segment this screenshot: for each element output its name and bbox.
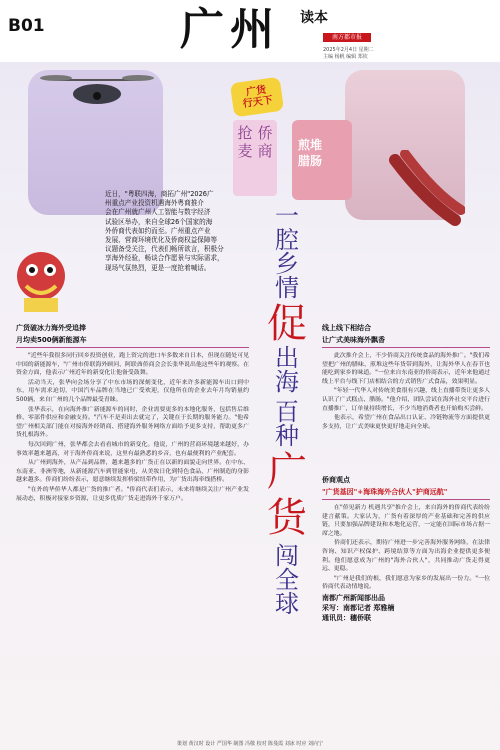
- snack-label-1: 煎堆: [298, 138, 323, 152]
- byline-photo: 通讯员：穗侨联: [322, 613, 371, 622]
- headline-char: 闯: [275, 542, 299, 570]
- headline-char: 全: [275, 566, 299, 594]
- page-code: B01: [8, 16, 45, 36]
- divider: [16, 347, 249, 348]
- paragraph: 此次推介会上，不少侨商关注传统食品的海外推广。"我们希望把广州的腊味、煎堆这些年货带到海外，让海外华人在春节也能吃到家乡的味道。"一位来自东南亚的侨商表示，近年来他通过线上平台与线下门店相结合的方式销售广式食品，效果明显。: [322, 353, 490, 385]
- intro-line: 发展、营商环境优化及侨商权益保障等: [105, 236, 218, 245]
- left-article: [16, 322, 249, 732]
- intro-line: 试验区举办，来自全球26个国家的海: [105, 217, 213, 226]
- intro-text: [105, 190, 245, 273]
- paragraph: 在"侨见新力 机遇共享"推介会上，来自海外的侨商代表纷纷建言献策。大家认为，广货有着深厚的产业基础和完善的供应链，只要加强品牌建设和本地化运营，一定能在国际市场占据一席之地。: [322, 505, 490, 537]
- left-heading-1: 广货破冰力海外受追捧: [16, 324, 86, 332]
- drone-illustration: [38, 66, 156, 112]
- lion-dance-illustration: [10, 246, 72, 316]
- paragraph: 他表示，希望广州在食品出口认证、冷链物流等方面提供更多支持，让广式美味更快更好地走向全球。: [322, 415, 490, 430]
- right-heading-2: 让广式美味海外飘香: [322, 336, 385, 344]
- byline-writers: 采写：南都记者 郑雅楠: [322, 603, 395, 612]
- date-line: 2025年2月4日 星期二: [323, 47, 374, 53]
- headline-char: 货: [267, 495, 307, 541]
- paragraph: "广州是我们的根，我们愿意为家乡的发展出一份力。"一位侨商代表动情地说。: [322, 575, 490, 591]
- page-footer: 策划 黄汉时 设计 严国华 制图 冯敬 校对 陈曼霞 刘冰 时应 刘向宁: [177, 741, 323, 747]
- headline-char: 乡: [275, 250, 299, 278]
- intro-line: 外侨商代表如约而至。广州重点产业: [105, 226, 211, 235]
- badge-line-1: 广货: [245, 84, 267, 99]
- headline-char: 种: [275, 422, 299, 450]
- right-article-2: [322, 474, 490, 732]
- right2-heading: "广货基因"+海珠海外合伙人"护商远航": [322, 488, 448, 496]
- sausage-illustration: [385, 150, 465, 230]
- paragraph: 侨商们还表示，期待广州进一步完善海外服务网络，在法律咨询、知识产权保护、跨境结算等方面为出海企业提供更多便利。他们愿意成为广州的"海外合伙人"，共同推动广货走得更远、更稳。: [322, 540, 490, 573]
- paragraph: "近些年我很多同行回乡投资创业，跑上资完的进口车多数来自日本，但现在随处可见中国的新能源车，"广州市侨联海外顾问、阿联酋侨商会会长张华说出他这些年的观察。在资金方面，他表示广州近年的新变化让他备受鼓舞。: [16, 353, 249, 377]
- left-heading-2: 月均卖500俩新能源车: [16, 336, 87, 344]
- headline-char: 腔: [275, 226, 299, 254]
- paragraph: "年轻一代华人对传统美食很有兴趣，线上直播带货让更多人认识了广式糕点、腊肠。"他介绍，团队尝试在海外社交平台进行直播推广，订单量持续增长，不少当地消费者也开始购买尝鲜。: [322, 388, 490, 412]
- paragraph: 活动当天，张华向会场分享了中东市场的深刻变化，近年来许多新能源车出口到中东，用车需求迫切，中国汽车品牌在当地已广受欢迎，仅他所在的企业去年月均销量约500辆，来自广州的几个品牌最受青睐。: [16, 379, 249, 403]
- brand-logo: 南方都市报: [323, 33, 371, 42]
- kicker-col-1: 侨商: [257, 124, 273, 160]
- kicker-box: [233, 120, 277, 196]
- guanghuo-badge: [230, 77, 284, 118]
- headline-char: 广: [267, 449, 307, 495]
- paragraph: 张华表示，在向海外推广新能源车的同时，企业需要更多的本地化服务，包括售后维修、零部件供应和金融支持。"汽车不是卖出去就完了，关键在于长期的服务能力。"他希望广州相关部门能在对接海外经销商、搭建海外服务网络方面给予更多支持，帮助更多广货扎根海外。: [16, 406, 249, 439]
- headline-char: 情: [275, 274, 299, 302]
- editor-line: 主编 杨帆 编辑 郑钦: [323, 54, 368, 60]
- kicker-col-2: 抢麦: [237, 124, 253, 160]
- intro-line: 享海外经验，畅谈合作愿景与实际需求，: [105, 254, 224, 263]
- masthead-side: 读本: [300, 10, 328, 26]
- headline-char: 出: [275, 344, 299, 372]
- intro-line: 现场气氛热烈，更是一度抢着喊话。: [105, 263, 211, 272]
- masthead-bar: [0, 0, 500, 62]
- right-heading-1: 线上线下相结合: [322, 324, 371, 332]
- headline-char: 百: [275, 398, 299, 426]
- headline-char: 促: [267, 301, 307, 347]
- intro-line: 会在广州就广州人工智能与数字经济: [105, 208, 211, 217]
- headline-char: 球: [275, 590, 299, 618]
- intro-line: 州重点产业投资机遇海外粤商推介: [105, 199, 204, 208]
- headline-char: 海: [275, 368, 299, 396]
- divider: [322, 499, 490, 500]
- right-article: [322, 322, 490, 472]
- paragraph: 每次回到广州，张华都会去看看城市的新变化。他说，广州的营商环境越来越好，办事效率越来越高，对于海外侨商来说，这里有最熟悉的乡音，也有最便利的产业配套。: [16, 441, 249, 457]
- badge-line-2: 行天下: [242, 94, 274, 110]
- snack-label-2: 腊肠: [298, 154, 323, 168]
- intro-line: 议题备受关注，代表们畅所欲言，积极分: [105, 245, 224, 254]
- paragraph: "在外的华侨华人都是广货的推广者。"侨商代表们表示，未来将继续关注广州产业发展动态，积极对接家乡资源，让更多优质广货走进海外千家万户。: [16, 486, 249, 502]
- divider: [322, 347, 490, 348]
- paragraph: 从广州到海外，从产品到品牌，越来越多的广货正在以新的面貌走向世界。在中东、东南亚、非洲等地，从新能源汽车到智能家电，从美妆日化到特色食品，广州制造的身影越来越多。侨商们纷纷表示，愿意继续发挥桥梁纽带作用，为广货出海牵线搭桥。: [16, 460, 249, 484]
- masthead-title: 广州: [180, 4, 280, 55]
- intro-line: 近日，"粤联四海，商拓广州"2026广: [105, 190, 214, 198]
- snack-bag: [292, 120, 352, 200]
- byline-source: 南都广州新闻部出品: [322, 593, 385, 602]
- headline-char: 一: [275, 202, 299, 230]
- section-tag: 侨商观点: [322, 476, 350, 484]
